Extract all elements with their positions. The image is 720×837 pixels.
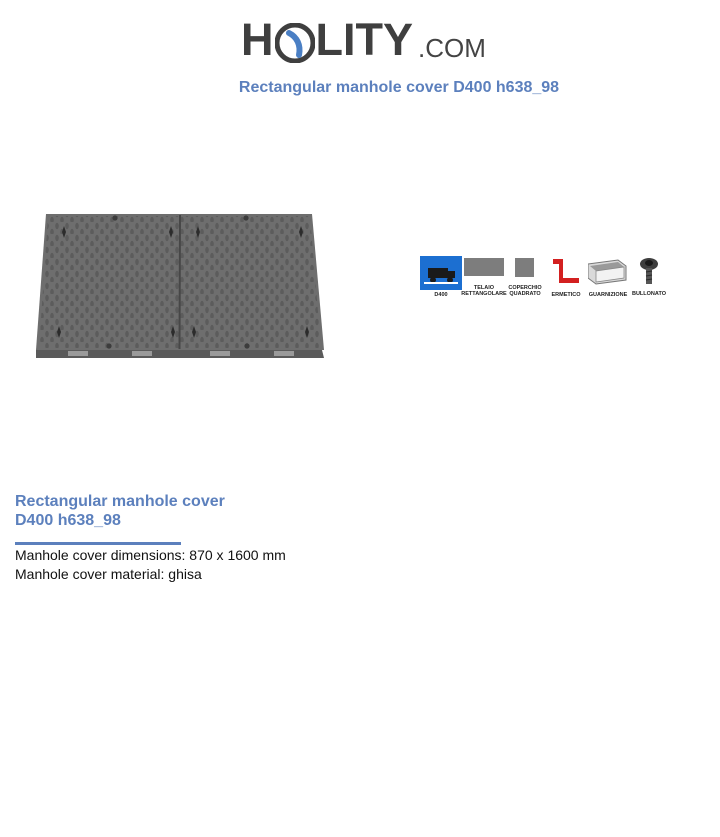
logo-suffix: .COM (418, 33, 486, 63)
product-title-line2: D400 h638_98 (15, 512, 121, 529)
spec-dimensions: Manhole cover dimensions: 870 x 1600 mm (15, 547, 286, 563)
square-cover-icon (508, 256, 542, 297)
icon-label: TELAIO RETTANGOLARE (461, 285, 507, 297)
icon-label: D400 (434, 292, 448, 298)
icon-label: COPERCHIO QUADRATO (508, 285, 542, 297)
site-logo[interactable] (241, 12, 486, 70)
icon-label: ERMETICO (551, 292, 581, 298)
logo-letters-lity: LITY (315, 14, 413, 65)
icon-label: BULLONATO (631, 291, 666, 297)
icon-label: GUARNIZIONE (588, 292, 628, 298)
logo-o-mark-icon (275, 20, 315, 60)
product-title (15, 492, 275, 530)
spec-material: Manhole cover material: ghisa (15, 566, 202, 582)
logo-wordmark (241, 12, 413, 68)
page-title: Rectangular manhole cover D400 h638_98 (238, 79, 560, 96)
airtight-icon (549, 256, 583, 298)
rectangular-frame-icon (461, 256, 507, 297)
logo-letter-h: H (241, 14, 274, 65)
gasket-icon (588, 256, 628, 298)
bolt-icon (631, 256, 666, 297)
title-underline (15, 542, 181, 545)
product-image[interactable] (34, 210, 330, 371)
product-title-line1: Rectangular manhole cover (15, 493, 225, 510)
feature-icons (418, 256, 670, 304)
